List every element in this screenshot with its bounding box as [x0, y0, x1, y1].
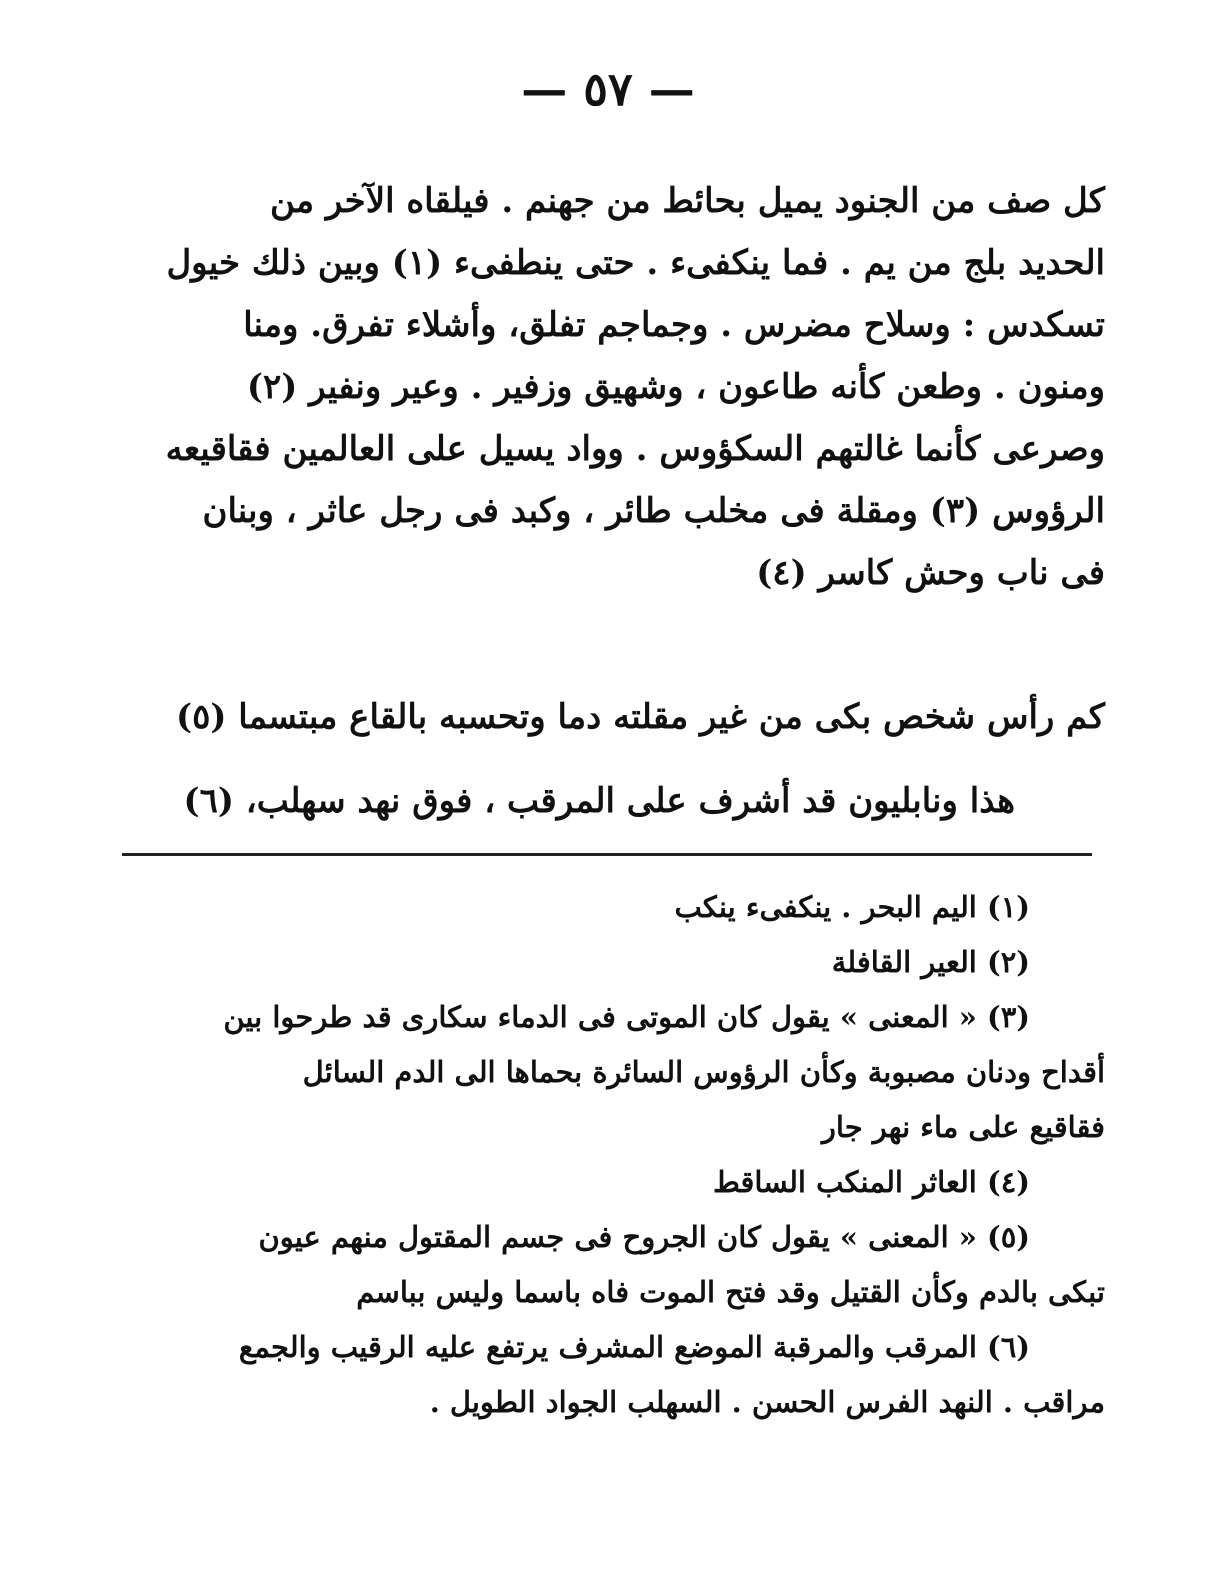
- footnote-line: (٢) العير القافلة: [831, 945, 1030, 979]
- footnote-line: (٦) المرقب والمرقبة الموضع المشرف يرتفع عليه الرقيب والجمع: [238, 1330, 1030, 1364]
- text-line: الحديد بلج من يم . فما ينكفىء . حتى ينطفىء (١) وبين ذلك خيول: [166, 243, 1105, 283]
- text-line: ومنون . وطعن كأنه طاعون ، وشهيق وزفير . وعير ونفير (٢): [246, 367, 1105, 407]
- footnote-divider: [122, 853, 1092, 856]
- footnote-line: فقاقيع على ماء نهر جار: [821, 1110, 1105, 1144]
- verse-line: هذا ونابليون قد أشرف على المرقب ، فوق نهد سهلب، (٦): [183, 781, 1015, 821]
- page-number: — ٥٧ —: [521, 62, 695, 116]
- footnote-line: (١) اليم البحر . ينكفىء ينكب: [674, 890, 1030, 924]
- text-line: وصرعى كأنما غالتهم السكؤوس . وواد يسيل على العالمين فقاقيعه: [165, 429, 1105, 469]
- text-line: كل صف من الجنود يميل بحائط من جهنم . فيلقاه الآخر من: [269, 181, 1105, 221]
- text-line: فى ناب وحش كاسر (٤): [756, 553, 1105, 593]
- main-text: [115, 170, 1105, 604]
- footnote-line: (٤) العاثر المنكب الساقط: [712, 1165, 1030, 1199]
- text-line: تسكدس : وسلاح مضرس . وجماجم تفلق، وأشلاء تفرق. ومنا: [243, 305, 1105, 345]
- verse-line: كم رأس شخص بكى من غير مقلته دما وتحسبه بالقاع مبتسما (٥): [175, 697, 1105, 737]
- footnote-line: مراقب . النهد الفرس الحسن . السهلب الجواد الطويل .: [429, 1385, 1105, 1419]
- footnote-line: (٥) « المعنى » يقول كان الجروح فى جسم المقتول منهم عيون: [258, 1220, 1030, 1254]
- footnote-line: أقداح ودنان مصبوبة وكأن الرؤوس السائرة بحماها الى الدم السائل: [302, 1055, 1105, 1089]
- footnotes: [115, 880, 1105, 1430]
- text-line: الرؤوس (٣) ومقلة فى مخلب طائر ، وكبد فى رجل عاثر ، وبنان: [202, 491, 1105, 531]
- footnote-line: تبكى بالدم وكأن القتيل وقد فتح الموت فاه باسما وليس بباسم: [356, 1275, 1105, 1309]
- footnote-line: (٣) « المعنى » يقول كان الموتى فى الدماء سكارى قد طرحوا بين: [223, 1000, 1030, 1034]
